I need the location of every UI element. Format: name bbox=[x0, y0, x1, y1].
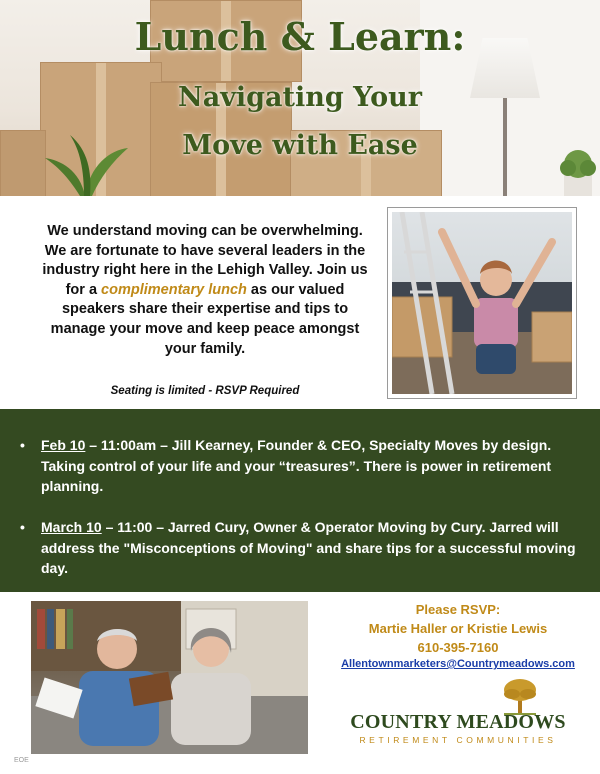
page-subtitle-line-1: Navigating Your bbox=[178, 82, 422, 113]
page-title: Lunch & Learn: bbox=[134, 14, 466, 59]
bullet: • bbox=[20, 519, 25, 535]
event-item bbox=[20, 517, 590, 579]
seating-note: Seating is limited - RSVP Required bbox=[110, 385, 300, 397]
bullet: • bbox=[20, 437, 25, 453]
event-date: March 10 bbox=[41, 519, 102, 535]
intro-highlight: complimentary lunch bbox=[101, 281, 247, 298]
hero-banner bbox=[0, 0, 600, 196]
woman-celebrating-photo bbox=[387, 207, 577, 399]
tree-icon bbox=[500, 676, 540, 716]
rsvp-email-link[interactable]: Allentownmarketers@Countrymeadows.com bbox=[341, 658, 575, 670]
events-band bbox=[0, 409, 600, 592]
rsvp-heading: Please RSVP: bbox=[415, 602, 501, 617]
couple-with-tablet-photo bbox=[31, 601, 308, 754]
logo-tagline: RETIREMENT COMMUNITIES bbox=[359, 735, 557, 745]
event-item bbox=[20, 435, 590, 497]
photo-illustration bbox=[392, 212, 572, 394]
intro-text-end: as our valued speakers share their expertise and tips to manage your move and keep peace amongst your family. bbox=[50, 281, 360, 357]
event-details: – 11:00 – Jarred Cury, Owner & Operator Moving by Cury. Jarred will address the "Misconceptions of Moving" and share tips for a successful moving day. bbox=[41, 519, 576, 577]
event-details: – 11:00am – Jill Kearney, Founder & CEO, Specialty Moves by design. Taking control of your life and your “treasures”. There is power in retirement planning. bbox=[41, 437, 552, 495]
footer-code: EOE bbox=[14, 757, 29, 764]
page-subtitle-line-2: Move with Ease bbox=[182, 130, 418, 161]
intro-text: We understand moving can be overwhelming. We are fortunate to have several leaders in the industry right here in the Lehigh Valley. Join us for a bbox=[42, 223, 368, 298]
logo-wordmark: COUNTRY MEADOWS bbox=[350, 711, 566, 733]
intro-paragraph bbox=[40, 222, 370, 359]
event-date: Feb 10 bbox=[41, 437, 86, 453]
photo-illustration bbox=[31, 601, 308, 754]
rsvp-phone[interactable]: 610-395-7160 bbox=[417, 640, 499, 655]
rsvp-contacts: Martie Haller or Kristie Lewis bbox=[368, 621, 548, 636]
